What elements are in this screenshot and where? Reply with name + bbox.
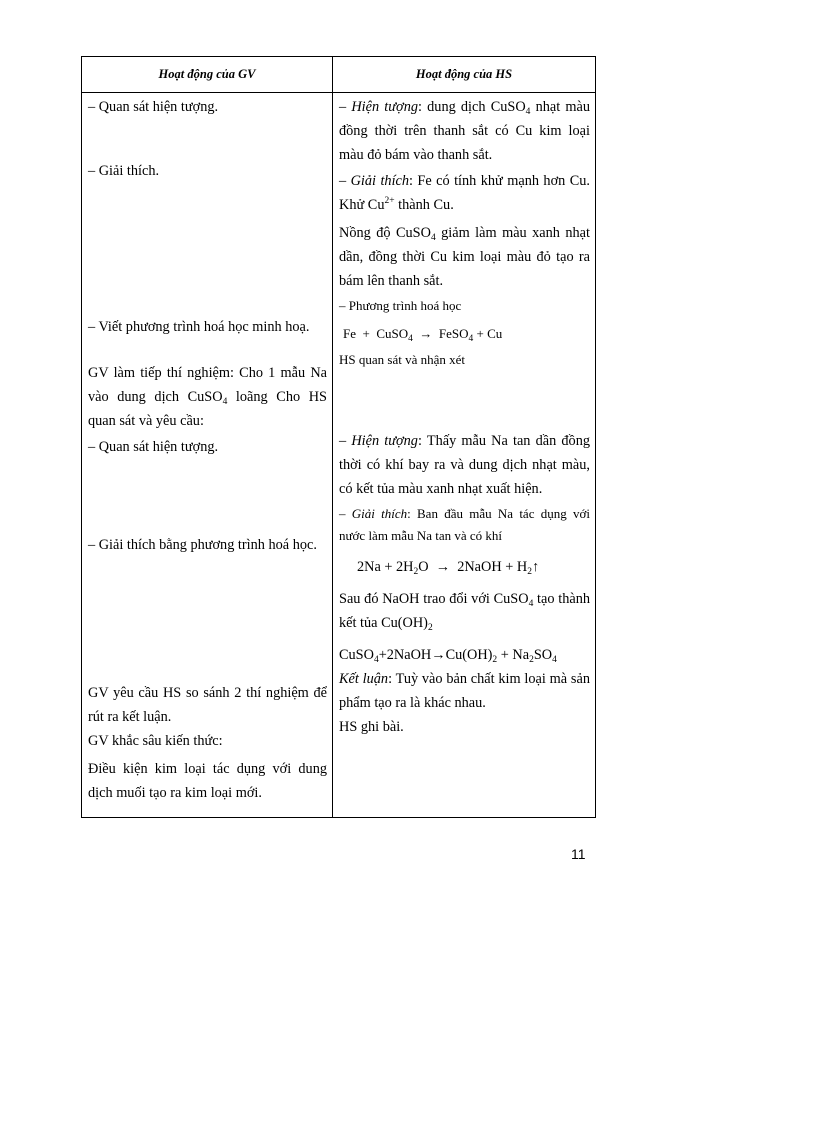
eq2-left: 2Na + 2H xyxy=(357,559,414,575)
student-phen1-a: : dung dịch CuSO xyxy=(418,99,526,115)
eq2-sub2b: 2 xyxy=(527,567,532,577)
eq1-cuso: CuSO xyxy=(376,326,409,341)
teacher-explain-2: – Giải thích bằng phương trình hoá học. xyxy=(88,537,317,553)
eq1-feso: FeSO xyxy=(438,326,469,341)
eq1-plus: + xyxy=(362,326,370,341)
student-phen2-label: Hiện tượng xyxy=(351,433,418,449)
page-number: 11 xyxy=(571,846,586,862)
eq1-fe: Fe xyxy=(343,326,356,341)
student-then-a: Sau đó NaOH trao đổi với CuSO xyxy=(339,591,529,607)
student-expl1-b: thành Cu. xyxy=(394,197,454,213)
student-expl1-a: : Fe có tính khử mạnh hơn Cu. Khử Cu xyxy=(339,173,590,213)
student-explain-2: – Giải thích: Ban đầu mẫu Na tác dụng với nước làm mẫu Na tan và có khí xyxy=(339,506,590,543)
teacher-deepen: GV khắc sâu kiến thức: xyxy=(88,733,223,749)
student-then-sub2: 2 xyxy=(427,623,433,633)
eq3-sub2b: 2 xyxy=(529,655,534,665)
table-header-row xyxy=(82,57,596,93)
eq3-so: SO xyxy=(533,647,553,663)
student-concentration xyxy=(339,221,590,293)
eq2-sub2: 2 xyxy=(413,567,419,577)
eq1-sub4: 4 xyxy=(408,334,413,344)
student-observe: HS quan sát và nhận xét xyxy=(339,352,466,367)
eq1-sub4b: 4 xyxy=(468,334,474,344)
teacher-observe-1: – Quan sát hiện tượng. xyxy=(88,99,219,115)
student-conc-sub: 4 xyxy=(430,233,436,243)
eq3-sub4: 4 xyxy=(373,655,379,665)
up-arrow-icon: ↑ xyxy=(531,559,540,575)
student-phen2-text: : Thấy mẫu Na tan dần đồng thời có khí bay ra và dung dịch nhạt màu, có kết tủa màu xanh nhạt xuất hiện. xyxy=(339,433,590,497)
student-then-sub: 4 xyxy=(528,599,534,609)
teacher-compare: GV yêu cầu HS so sánh 2 thí nghiệm để rút ra kết luận. xyxy=(88,685,327,725)
teacher-observe-2: – Quan sát hiện tượng. xyxy=(88,439,219,455)
eq1-rest: + Cu xyxy=(473,326,503,341)
teacher-write-equation: – Viết phương trình hoá học minh hoạ. xyxy=(88,319,310,335)
student-notes: HS ghi bài. xyxy=(339,719,404,735)
teacher-column xyxy=(82,93,333,818)
teacher-condition: Điều kiện kim loại tác dụng với dung dịch muối tạo ra kim loại mới. xyxy=(88,761,327,801)
eq2-right: 2NaOH + H xyxy=(457,559,528,575)
student-expl1-sup: 2+ xyxy=(384,196,395,206)
eq3-cuso: CuSO xyxy=(339,647,374,663)
teacher-exp2-sub: 4 xyxy=(222,397,228,407)
table-body-row xyxy=(82,93,596,818)
eq1-arrow: → xyxy=(419,326,433,341)
eq3-sub2: 2 xyxy=(492,655,498,665)
student-concl-label: Kết luận xyxy=(339,671,389,687)
lesson-table xyxy=(81,56,596,818)
student-phen1-b: nhạt màu đồng thời trên thanh sắt có Cu kim loại màu đỏ bám vào thanh sắt. xyxy=(339,99,590,163)
teacher-exp2-b: loãng Cho HS quan sát và yêu cầu: xyxy=(88,389,327,429)
student-equation-title: – Phương trình hoá học xyxy=(339,298,462,313)
eq3-plus: + Na xyxy=(497,647,530,663)
student-concl-text: : Tuỳ vào bản chất kim loại mà sản phẩm tạo ra là khác nhau. xyxy=(339,671,590,711)
student-then-b: tạo thành kết tủa Cu(OH) xyxy=(339,591,590,631)
header-student: Hoạt động của HS xyxy=(333,57,596,93)
student-column xyxy=(333,93,596,818)
header-teacher: Hoạt động của GV xyxy=(82,57,333,93)
teacher-explain-1: – Giải thích. xyxy=(88,163,160,179)
student-conc-b: giảm làm màu xanh nhạt dần, đồng thời Cu kim loại màu đỏ tạo ra bám lên thanh sắt. xyxy=(339,225,590,289)
student-phenomenon-2: – Hiện tượng: Thấy mẫu Na tan dần đồng thời có khí bay ra và dung dịch nhạt màu, có kết tủa màu xanh nhạt xuất hiện. xyxy=(339,433,590,497)
student-equation-1 xyxy=(343,323,594,345)
student-phenomenon-1: – Hiện tượng: dung dịch CuSO$_4$ nhạt màu đồng thời trên thanh sắt có Cu kim loại màu đỏ bám vào thanh sắt. xyxy=(339,99,590,163)
student-equation-3 xyxy=(339,643,590,667)
student-then xyxy=(339,587,590,635)
eq3-sub4b: 4 xyxy=(552,655,557,665)
student-conc-a: Nồng độ CuSO xyxy=(339,225,431,241)
eq3-cuoh: Cu(OH) xyxy=(445,647,493,663)
student-conclusion xyxy=(339,667,590,715)
eq3-arrow: → xyxy=(431,647,446,663)
student-phen1-sub: 4 xyxy=(525,107,531,117)
student-expl1-label: Giải thích xyxy=(350,173,410,189)
student-explain-1: – Giải thích: Fe có tính khử mạnh hơn Cu. Khử $Cu^{2+}$ thành Cu. xyxy=(339,173,590,213)
eq2-o: O xyxy=(418,559,429,575)
eq2-arrow: → xyxy=(435,559,451,575)
student-expl2-label: Giải thích xyxy=(351,506,408,521)
student-equation-2 xyxy=(357,555,608,579)
teacher-exp2-a: GV làm tiếp thí nghiệm: Cho 1 mẫu Na vào dung dịch CuSO xyxy=(88,365,327,405)
eq3-mid: +2NaOH xyxy=(378,647,432,663)
teacher-experiment-2 xyxy=(88,361,327,433)
student-phen1-label: Hiện tượng xyxy=(351,99,418,115)
student-expl2-text: : Ban đầu mẫu Na tác dụng với nước làm mẫu Na tan và có khí xyxy=(339,506,590,543)
